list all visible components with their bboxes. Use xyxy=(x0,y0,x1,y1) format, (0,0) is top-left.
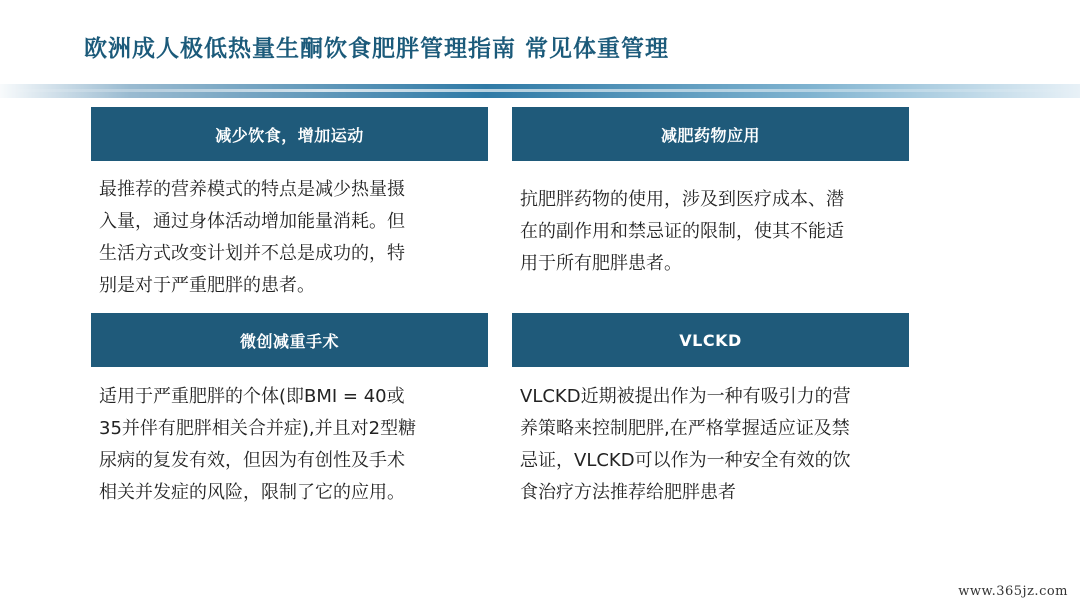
panel-body-surgery: 适用于严重肥胖的个体(即BMI = 40或 35并伴有肥胖相关合并症),并且对2型糖 尿病的复发有效，但因为有创性及手术 相关并发症的风险，限制了它的应用。 xyxy=(99,386,417,503)
panel-body-diet-exercise: 最推荐的营养模式的特点是减少热量摄 入量，通过身体活动增加能量消耗。但 生活方式改变计划并不总是成功的，特 别是对于严重肥胖的患者。 xyxy=(99,179,405,296)
panel-body-drug-therapy: 抗肥胖药物的使用，涉及到医疗成本、潜 在的副作用和禁忌证的限制，使其不能适 用于所有肥胖患者。 xyxy=(520,189,844,274)
panel-heading-diet-exercise: 减少饮食，增加运动 xyxy=(91,107,488,161)
panel-heading-surgery: 微创减重手术 xyxy=(91,313,488,367)
panel-heading-vlckd: VLCKD xyxy=(512,313,909,367)
panel-heading-drug-therapy: 减肥药物应用 xyxy=(512,107,909,161)
panel-body-vlckd: VLCKD近期被提出作为一种有吸引力的营 养策略来控制肥胖,在严格掌握适应证及禁 忌证，VLCKD可以作为一种安全有效的饮 食治疗方法推荐给肥胖患者 xyxy=(520,386,851,503)
watermark: www.365jz.com xyxy=(958,584,1068,599)
slide-title: 欧洲成人极低热量生酮饮食肥胖管理指南 常见体重管理 xyxy=(84,36,670,62)
title-divider-highlight xyxy=(0,89,1080,92)
